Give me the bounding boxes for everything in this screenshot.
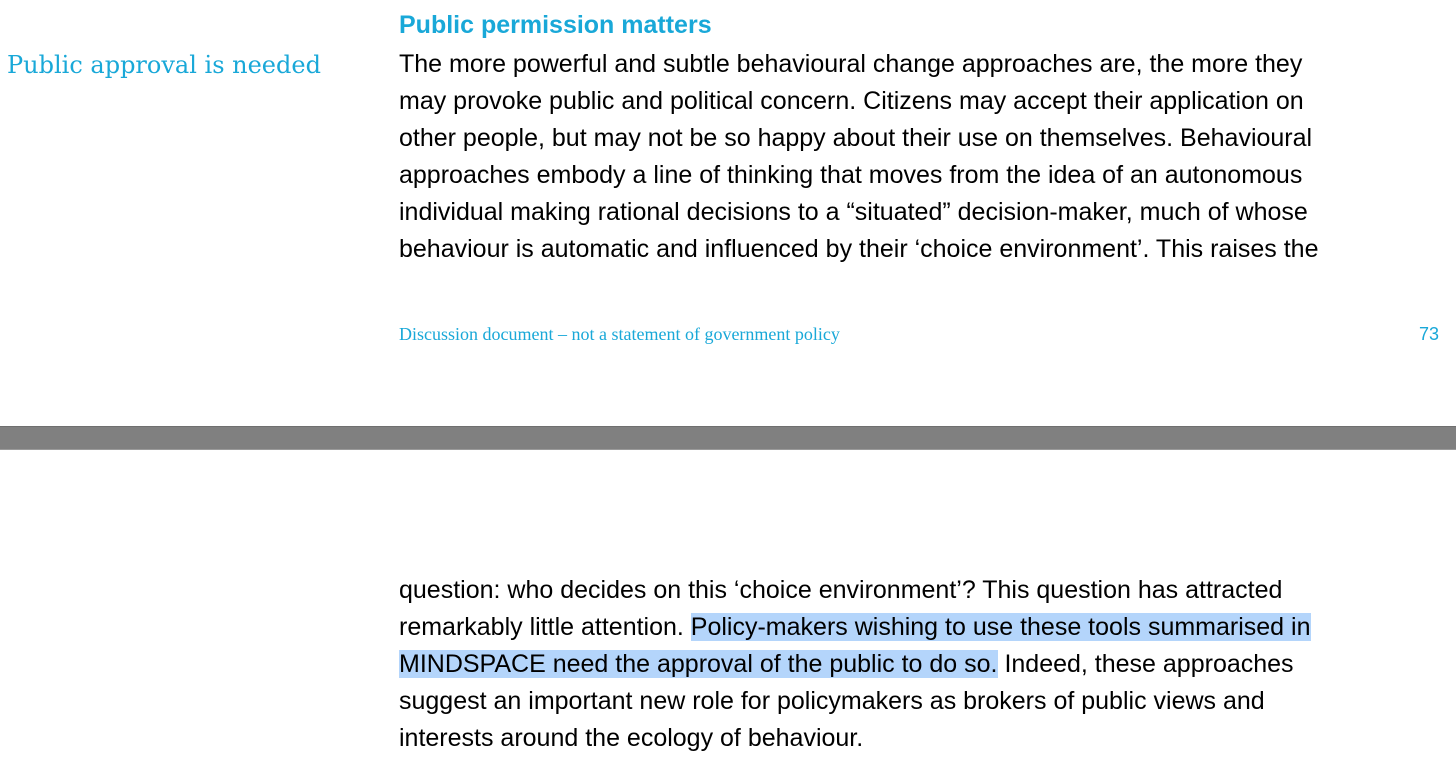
text-line[interactable]: individual making rational decisions to a “situated” decision-maker, much of whose (399, 198, 1308, 226)
text-line[interactable] (399, 609, 1311, 646)
margin-note: Public approval is needed (7, 51, 321, 79)
section-heading: Public permission matters (399, 11, 712, 39)
text-run[interactable]: Indeed, these approaches (997, 650, 1294, 678)
text-line[interactable] (399, 646, 1311, 683)
text-line[interactable]: question: who decides on this ‘choice environment’? This question has attracted (399, 576, 1283, 604)
text-line[interactable]: The more powerful and subtle behavioural change approaches are, the more they (399, 50, 1303, 78)
text-run[interactable]: remarkably little attention. (399, 613, 691, 641)
text-line[interactable]: interests around the ecology of behaviour. (399, 724, 864, 752)
text-line[interactable]: other people, but may not be so happy about their use on themselves. Behavioural (399, 124, 1313, 152)
text-line[interactable]: may provoke public and political concern. Citizens may accept their application on (399, 87, 1304, 115)
text-line[interactable]: approaches embody a line of thinking that moves from the idea of an autonomous (399, 161, 1303, 189)
body-paragraph-top[interactable] (399, 46, 1318, 268)
text-line[interactable]: behaviour is automatic and influenced by their ‘choice environment’. This raises the (399, 235, 1319, 263)
page-footer: Discussion document – not a statement of government policy (399, 324, 840, 344)
text-selection-highlight[interactable]: MINDSPACE need the approval of the public to do so. (399, 650, 998, 678)
page-separator (0, 426, 1456, 450)
body-paragraph-bottom[interactable] (399, 572, 1311, 757)
document-page-74 (0, 450, 1456, 768)
text-line[interactable]: suggest an important new role for policymakers as brokers of public views and (399, 687, 1265, 715)
page-number: 73 (1418, 324, 1439, 344)
text-selection-highlight[interactable]: Policy-makers wishing to use these tools summarised in (690, 613, 1311, 641)
